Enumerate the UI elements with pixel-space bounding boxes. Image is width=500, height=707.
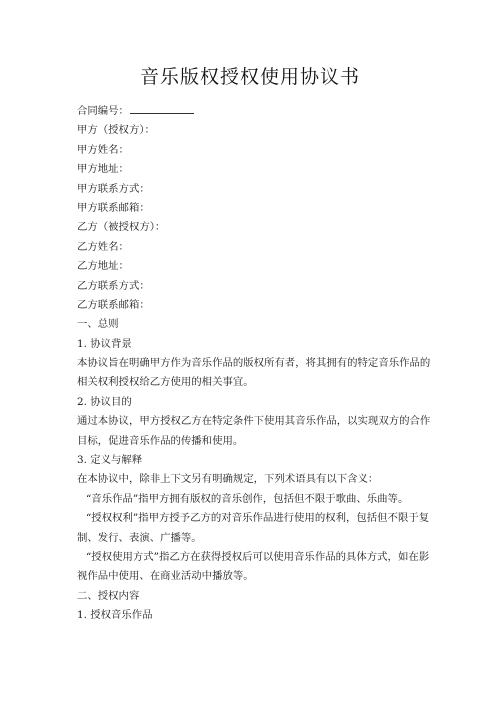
section-1-item-3-intro: 在本协议中，除非上下文另有明确规定，下列术语具有以下含义： (77, 473, 379, 486)
section-1-item-2-text-line-1: 通过本协议，甲方授权乙方在特定条件下使用其音乐作品，以实现双方的合作 (77, 415, 431, 428)
document-title: 音乐版权授权使用协议书 (139, 66, 360, 88)
contract-number-label: 合同编号： (77, 105, 129, 117)
party-a-email: 甲方联系邮箱： (77, 201, 150, 214)
contract-number-blank (130, 104, 194, 114)
document-body (77, 102, 432, 626)
section-1-item-2-text-line-2: 目标，促进音乐作品的传播和使用。 (77, 434, 244, 447)
party-a-contact: 甲方联系方式： (77, 182, 150, 195)
party-a-heading: 甲方（授权方）： (77, 124, 155, 137)
section-1-item-1-heading: 1. 协议背景 (77, 337, 132, 350)
definition-licensed-rights-line-2: 制、发行、表演、广播等。 (77, 531, 202, 544)
party-b-email: 乙方联系邮箱： (77, 298, 150, 311)
party-b-heading: 乙方（被授权方）： (77, 221, 166, 234)
party-a-address: 甲方地址： (77, 163, 129, 176)
section-1-item-3-heading: 3. 定义与解释 (77, 454, 143, 467)
definition-music-work: “音乐作品”指甲方拥有版权的音乐创作，包括但不限于歌曲、乐曲等。 (86, 492, 409, 505)
section-1-item-1-text-line-1: 本协议旨在明确甲方作为音乐作品的版权所有者，将其拥有的特定音乐作品的 (77, 357, 431, 370)
party-b-address: 乙方地址： (77, 260, 129, 273)
section-1-heading: 一、总则 (77, 318, 119, 331)
party-b-contact: 乙方联系方式： (77, 279, 150, 292)
definition-usage-method-line-2: 视作品中使用、在商业活动中播放等。 (77, 570, 254, 583)
section-1-item-2-heading: 2. 协议目的 (77, 395, 132, 408)
section-2-heading: 二、授权内容 (77, 589, 140, 602)
section-2-item-1-heading: 1. 授权音乐作品 (77, 609, 153, 622)
definition-licensed-rights-line-1: “授权权利”指甲方授予乙方的对音乐作品进行使用的权利，包括但不限于复 (86, 512, 430, 525)
party-a-name: 甲方姓名： (77, 143, 129, 156)
party-b-name: 乙方姓名： (77, 240, 129, 253)
definition-usage-method-line-1: “授权使用方式”指乙方在获得授权后可以使用音乐作品的具体方式，如在影 (86, 550, 430, 563)
contract-number-line (77, 102, 432, 121)
section-1-item-1-text-line-2: 相关权利授权给乙方使用的相关事宜。 (77, 376, 254, 389)
